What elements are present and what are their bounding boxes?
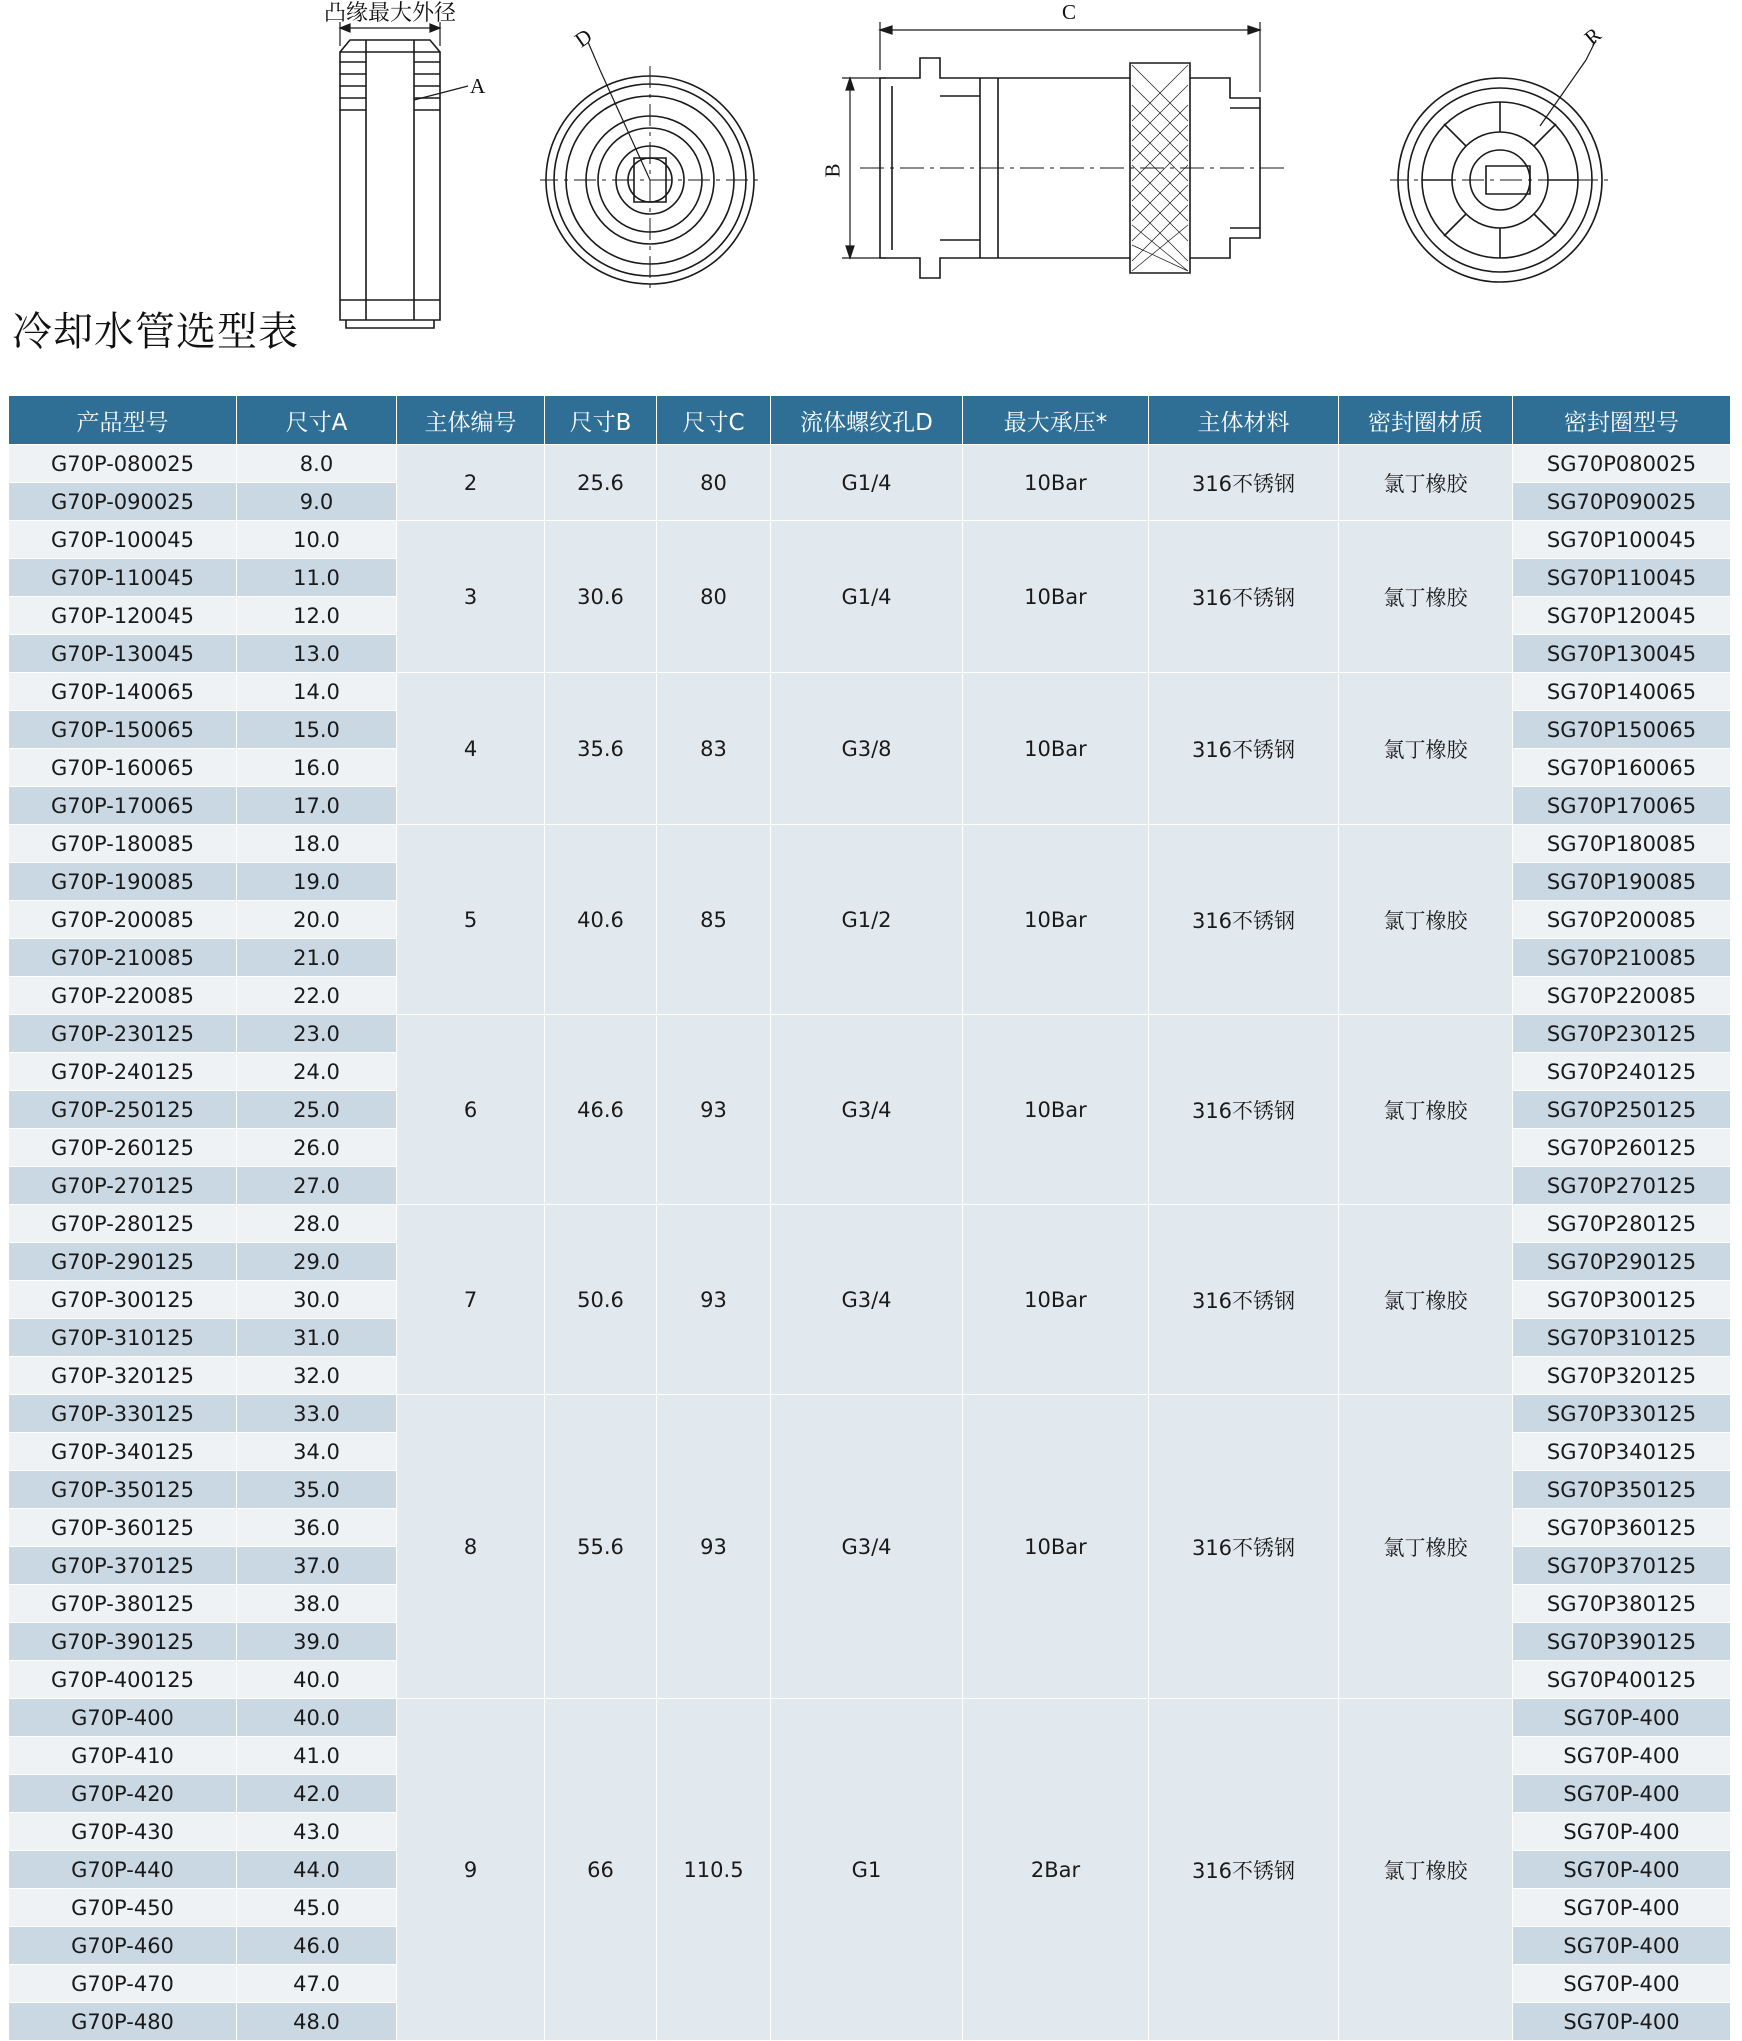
cell-size-a: 14.0	[237, 673, 397, 711]
cell-seal-model: SG70P330125	[1513, 1395, 1731, 1433]
cell-seal-material: 氯丁橡胶	[1339, 673, 1513, 825]
cell-seal-model: SG70P080025	[1513, 445, 1731, 483]
cell-size-b: 46.6	[545, 1015, 657, 1205]
cell-seal-material: 氯丁橡胶	[1339, 445, 1513, 521]
cell-max-pressure: 10Bar	[963, 1015, 1149, 1205]
cell-model: G70P-230125	[9, 1015, 237, 1053]
col-header-seal-model: 密封圈型号	[1513, 396, 1731, 445]
cell-seal-model: SG70P300125	[1513, 1281, 1731, 1319]
cell-size-a: 15.0	[237, 711, 397, 749]
cell-size-a: 19.0	[237, 863, 397, 901]
table-row	[9, 521, 1731, 559]
cell-seal-model: SG70P140065	[1513, 673, 1731, 711]
cell-size-a: 8.0	[237, 445, 397, 483]
col-header-thread-d: 流体螺纹孔D	[771, 396, 963, 445]
flange-od-label: 凸缘最大外径	[323, 1, 456, 26]
cell-seal-model: SG70P150065	[1513, 711, 1731, 749]
cell-size-a: 12.0	[237, 597, 397, 635]
cell-size-b: 66	[545, 1699, 657, 2041]
cell-size-a: 18.0	[237, 825, 397, 863]
cell-size-a: 43.0	[237, 1813, 397, 1851]
cell-model: G70P-320125	[9, 1357, 237, 1395]
cell-seal-material: 氯丁橡胶	[1339, 1395, 1513, 1699]
cell-seal-model: SG70P-400	[1513, 1737, 1731, 1775]
cell-size-a: 20.0	[237, 901, 397, 939]
table-row	[9, 1205, 1731, 1243]
col-header-model: 产品型号	[9, 396, 237, 445]
cell-seal-model: SG70P-400	[1513, 1813, 1731, 1851]
drawing-coupler-assembly	[820, 0, 1310, 333]
cell-model: G70P-280125	[9, 1205, 237, 1243]
cell-size-b: 40.6	[545, 825, 657, 1015]
cell-thread-d: G1	[771, 1699, 963, 2041]
cell-body-no: 6	[397, 1015, 545, 1205]
cell-size-a: 23.0	[237, 1015, 397, 1053]
cell-size-a: 26.0	[237, 1129, 397, 1167]
dim-label-d: D	[570, 23, 597, 53]
cell-size-a: 41.0	[237, 1737, 397, 1775]
coupler-assembly-svg	[830, 8, 1310, 328]
cell-model: G70P-090025	[9, 483, 237, 521]
cell-size-a: 31.0	[237, 1319, 397, 1357]
cell-size-a: 40.0	[237, 1661, 397, 1699]
cell-size-a: 45.0	[237, 1889, 397, 1927]
cell-body-no: 8	[397, 1395, 545, 1699]
cell-seal-model: SG70P130045	[1513, 635, 1731, 673]
cell-seal-model: SG70P180085	[1513, 825, 1731, 863]
cell-model: G70P-200085	[9, 901, 237, 939]
col-header-body-no: 主体编号	[397, 396, 545, 445]
table-row	[9, 825, 1731, 863]
cell-seal-material: 氯丁橡胶	[1339, 1205, 1513, 1395]
cell-model: G70P-430	[9, 1813, 237, 1851]
cell-seal-model: SG70P320125	[1513, 1357, 1731, 1395]
cell-size-c: 80	[657, 521, 771, 673]
cell-seal-model: SG70P-400	[1513, 1699, 1731, 1737]
cell-model: G70P-410	[9, 1737, 237, 1775]
cell-size-a: 38.0	[237, 1585, 397, 1623]
cell-size-b: 25.6	[545, 445, 657, 521]
cell-model: G70P-420	[9, 1775, 237, 1813]
cell-model: G70P-190085	[9, 863, 237, 901]
cell-model: G70P-450	[9, 1889, 237, 1927]
cell-size-b: 55.6	[545, 1395, 657, 1699]
cell-seal-model: SG70P220085	[1513, 977, 1731, 1015]
cell-thread-d: G3/4	[771, 1205, 963, 1395]
cell-thread-d: G1/4	[771, 521, 963, 673]
cell-size-a: 13.0	[237, 635, 397, 673]
cell-seal-model: SG70P400125	[1513, 1661, 1731, 1699]
cell-size-a: 35.0	[237, 1471, 397, 1509]
cell-seal-model: SG70P170065	[1513, 787, 1731, 825]
col-header-max-pressure: 最大承压*	[963, 396, 1149, 445]
table-header-row	[9, 396, 1731, 445]
cell-seal-model: SG70P290125	[1513, 1243, 1731, 1281]
cell-model: G70P-400	[9, 1699, 237, 1737]
cell-size-a: 33.0	[237, 1395, 397, 1433]
cell-max-pressure: 10Bar	[963, 825, 1149, 1015]
cell-size-a: 47.0	[237, 1965, 397, 2003]
cell-seal-model: SG70P-400	[1513, 1927, 1731, 1965]
cell-seal-model: SG70P160065	[1513, 749, 1731, 787]
cell-model: G70P-330125	[9, 1395, 237, 1433]
cell-size-c: 93	[657, 1395, 771, 1699]
cell-model: G70P-150065	[9, 711, 237, 749]
cell-model: G70P-340125	[9, 1433, 237, 1471]
cell-model: G70P-300125	[9, 1281, 237, 1319]
cell-max-pressure: 2Bar	[963, 1699, 1149, 2041]
cell-size-c: 93	[657, 1015, 771, 1205]
cell-size-b: 35.6	[545, 673, 657, 825]
table-row	[9, 673, 1731, 711]
cell-seal-model: SG70P260125	[1513, 1129, 1731, 1167]
cell-seal-model: SG70P310125	[1513, 1319, 1731, 1357]
cell-max-pressure: 10Bar	[963, 1205, 1149, 1395]
cell-seal-model: SG70P380125	[1513, 1585, 1731, 1623]
drawing-front-face-d	[540, 23, 770, 325]
cell-model: G70P-250125	[9, 1091, 237, 1129]
cell-size-a: 17.0	[237, 787, 397, 825]
table-row	[9, 1699, 1731, 1737]
cell-body-no: 5	[397, 825, 545, 1015]
spec-table	[8, 395, 1731, 2041]
cell-body-no: 3	[397, 521, 545, 673]
cell-model: G70P-360125	[9, 1509, 237, 1547]
cell-body-no: 2	[397, 445, 545, 521]
cell-seal-model: SG70P200085	[1513, 901, 1731, 939]
cell-size-a: 21.0	[237, 939, 397, 977]
cell-size-a: 29.0	[237, 1243, 397, 1281]
cell-size-a: 42.0	[237, 1775, 397, 1813]
cell-size-b: 30.6	[545, 521, 657, 673]
cell-size-c: 93	[657, 1205, 771, 1395]
cell-size-a: 10.0	[237, 521, 397, 559]
cell-seal-model: SG70P230125	[1513, 1015, 1731, 1053]
cell-body-material: 316不锈钢	[1149, 1015, 1339, 1205]
dim-label-r: R	[1579, 22, 1606, 50]
cell-size-c: 83	[657, 673, 771, 825]
col-header-size-c: 尺寸C	[657, 396, 771, 445]
drawing-front-face-r	[1390, 22, 1620, 325]
cell-thread-d: G3/8	[771, 673, 963, 825]
cell-seal-material: 氯丁橡胶	[1339, 1015, 1513, 1205]
cell-seal-model: SG70P350125	[1513, 1471, 1731, 1509]
cell-seal-model: SG70P270125	[1513, 1167, 1731, 1205]
cell-model: G70P-480	[9, 2003, 237, 2041]
cell-seal-material: 氯丁橡胶	[1339, 825, 1513, 1015]
cell-size-a: 11.0	[237, 559, 397, 597]
cell-seal-model: SG70P280125	[1513, 1205, 1731, 1243]
dim-label-a: A	[470, 74, 486, 98]
cell-size-a: 30.0	[237, 1281, 397, 1319]
cell-model: G70P-440	[9, 1851, 237, 1889]
col-header-seal-material: 密封圈材质	[1339, 396, 1513, 445]
cell-model: G70P-100045	[9, 521, 237, 559]
cell-seal-model: SG70P370125	[1513, 1547, 1731, 1585]
cell-body-material: 316不锈钢	[1149, 825, 1339, 1015]
cell-size-a: 48.0	[237, 2003, 397, 2041]
cell-model: G70P-120045	[9, 597, 237, 635]
cell-body-material: 316不锈钢	[1149, 445, 1339, 521]
col-header-size-b: 尺寸B	[545, 396, 657, 445]
cell-model: G70P-170065	[9, 787, 237, 825]
cell-seal-model: SG70P340125	[1513, 1433, 1731, 1471]
cell-model: G70P-390125	[9, 1623, 237, 1661]
cell-seal-model: SG70P210085	[1513, 939, 1731, 977]
cell-seal-model: SG70P100045	[1513, 521, 1731, 559]
spec-table-wrap	[8, 395, 1730, 2041]
cell-size-a: 40.0	[237, 1699, 397, 1737]
cell-body-no: 7	[397, 1205, 545, 1395]
cell-seal-model: SG70P190085	[1513, 863, 1731, 901]
cell-size-a: 24.0	[237, 1053, 397, 1091]
col-header-body-material: 主体材料	[1149, 396, 1339, 445]
cell-seal-model: SG70P240125	[1513, 1053, 1731, 1091]
cell-model: G70P-380125	[9, 1585, 237, 1623]
cell-model: G70P-370125	[9, 1547, 237, 1585]
cell-size-a: 46.0	[237, 1927, 397, 1965]
cell-model: G70P-350125	[9, 1471, 237, 1509]
cell-model: G70P-290125	[9, 1243, 237, 1281]
cell-body-material: 316不锈钢	[1149, 1395, 1339, 1699]
cell-size-a: 36.0	[237, 1509, 397, 1547]
cell-thread-d: G1/2	[771, 825, 963, 1015]
cell-model: G70P-460	[9, 1927, 237, 1965]
page-title: 冷却水管选型表	[12, 309, 299, 355]
cell-size-a: 39.0	[237, 1623, 397, 1661]
cell-body-material: 316不锈钢	[1149, 1205, 1339, 1395]
cell-model: G70P-160065	[9, 749, 237, 787]
cell-body-no: 4	[397, 673, 545, 825]
cell-model: G70P-080025	[9, 445, 237, 483]
cell-seal-model: SG70P390125	[1513, 1623, 1731, 1661]
cell-max-pressure: 10Bar	[963, 1395, 1149, 1699]
cell-max-pressure: 10Bar	[963, 445, 1149, 521]
cell-seal-model: SG70P-400	[1513, 1889, 1731, 1927]
cell-model: G70P-220085	[9, 977, 237, 1015]
cell-model: G70P-130045	[9, 635, 237, 673]
nipple-side-svg	[310, 0, 530, 340]
cell-size-a: 37.0	[237, 1547, 397, 1585]
drawing-nipple-side-view	[310, 0, 530, 345]
cell-body-material: 316不锈钢	[1149, 673, 1339, 825]
cell-model: G70P-400125	[9, 1661, 237, 1699]
cell-seal-model: SG70P120045	[1513, 597, 1731, 635]
cell-model: G70P-470	[9, 1965, 237, 2003]
cell-size-c: 80	[657, 445, 771, 521]
cell-size-a: 25.0	[237, 1091, 397, 1129]
cell-size-a: 44.0	[237, 1851, 397, 1889]
cell-size-c: 110.5	[657, 1699, 771, 2041]
cell-seal-model: SG70P110045	[1513, 559, 1731, 597]
cell-seal-model: SG70P090025	[1513, 483, 1731, 521]
cell-model: G70P-270125	[9, 1167, 237, 1205]
cell-seal-model: SG70P-400	[1513, 1851, 1731, 1889]
cell-size-a: 27.0	[237, 1167, 397, 1205]
cell-seal-model: SG70P360125	[1513, 1509, 1731, 1547]
cell-size-a: 9.0	[237, 483, 397, 521]
cell-seal-model: SG70P-400	[1513, 1965, 1731, 2003]
cell-body-material: 316不锈钢	[1149, 521, 1339, 673]
cell-model: G70P-240125	[9, 1053, 237, 1091]
cell-seal-model: SG70P-400	[1513, 1775, 1731, 1813]
cell-thread-d: G3/4	[771, 1395, 963, 1699]
cell-size-a: 22.0	[237, 977, 397, 1015]
cell-size-b: 50.6	[545, 1205, 657, 1395]
cell-body-no: 9	[397, 1699, 545, 2041]
front-face-r-svg	[1390, 30, 1620, 320]
cell-seal-model: SG70P-400	[1513, 2003, 1731, 2041]
cell-size-a: 28.0	[237, 1205, 397, 1243]
dim-label-b: B	[820, 163, 845, 178]
cell-seal-material: 氯丁橡胶	[1339, 1699, 1513, 2041]
cell-thread-d: G1/4	[771, 445, 963, 521]
table-row	[9, 445, 1731, 483]
spec-table-body	[9, 445, 1731, 2041]
cell-size-a: 32.0	[237, 1357, 397, 1395]
col-header-size-a: 尺寸A	[237, 396, 397, 445]
cell-max-pressure: 10Bar	[963, 673, 1149, 825]
cell-model: G70P-260125	[9, 1129, 237, 1167]
dim-label-c: C	[1062, 0, 1077, 24]
front-face-d-svg	[540, 30, 770, 320]
table-row	[9, 1015, 1731, 1053]
cell-size-a: 16.0	[237, 749, 397, 787]
cell-model: G70P-180085	[9, 825, 237, 863]
cell-model: G70P-310125	[9, 1319, 237, 1357]
cell-seal-material: 氯丁橡胶	[1339, 521, 1513, 673]
cell-thread-d: G3/4	[771, 1015, 963, 1205]
cell-size-a: 34.0	[237, 1433, 397, 1471]
table-row	[9, 1395, 1731, 1433]
cell-size-c: 85	[657, 825, 771, 1015]
cell-model: G70P-140065	[9, 673, 237, 711]
cell-model: G70P-110045	[9, 559, 237, 597]
cell-model: G70P-210085	[9, 939, 237, 977]
cell-max-pressure: 10Bar	[963, 521, 1149, 673]
cell-seal-model: SG70P250125	[1513, 1091, 1731, 1129]
cell-body-material: 316不锈钢	[1149, 1699, 1339, 2041]
